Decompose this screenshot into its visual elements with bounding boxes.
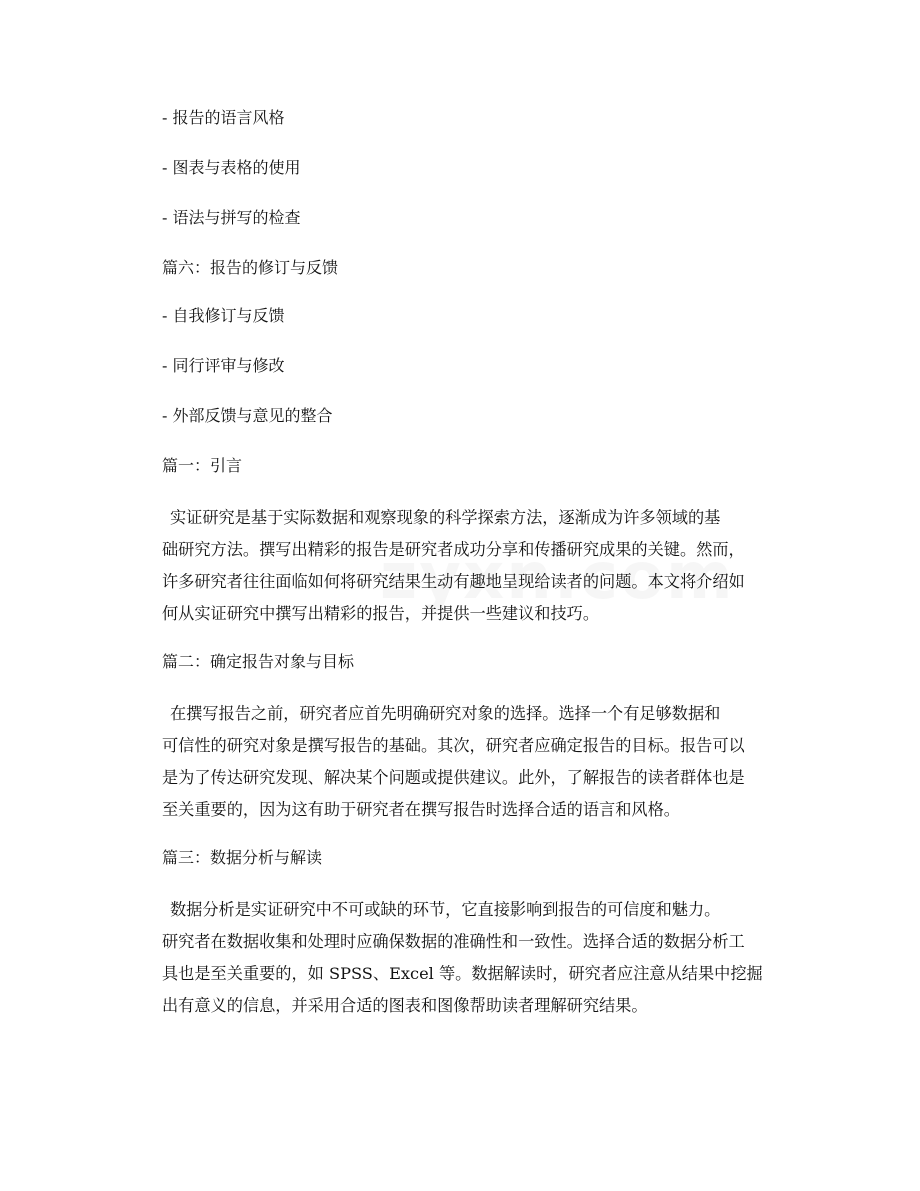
paragraph-line: 可信性的研究对象是撰写报告的基础。其次，研究者应确定报告的目标。报告可以 xyxy=(162,736,745,755)
paragraph-line: 至关重要的，因为这有助于研究者在撰写报告时选择合适的语言和风格。 xyxy=(162,800,680,819)
paragraph-line: 实证研究是基于实际数据和观察现象的科学探索方法，逐渐成为许多领域的基 xyxy=(170,508,721,527)
list-item: - 报告的语言风格 xyxy=(162,108,285,127)
list-item: - 同行评审与修改 xyxy=(162,356,285,375)
list-item: - 外部反馈与意见的整合 xyxy=(162,406,333,425)
section-heading: 篇六：报告的修订与反馈 xyxy=(162,258,339,277)
list-item: - 自我修订与反馈 xyxy=(162,306,285,325)
section-heading: 篇一：引言 xyxy=(162,456,243,475)
list-item: - 图表与表格的使用 xyxy=(162,158,301,177)
paragraph xyxy=(162,894,786,1022)
paragraph-line: 数据分析是实证研究中不可或缺的环节，它直接影响到报告的可信度和魅力。 xyxy=(170,900,721,919)
paragraph-line: 是为了传达研究发现、解决某个问题或提供建议。此外，了解报告的读者群体也是 xyxy=(162,768,745,787)
section-heading: 篇二：确定报告对象与目标 xyxy=(162,652,355,671)
document-body xyxy=(162,106,786,1042)
paragraph xyxy=(162,698,786,826)
section-heading: 篇三：数据分析与解读 xyxy=(162,848,323,867)
paragraph-line: 许多研究者往往面临如何将研究结果生动有趣地呈现给读者的问题。本文将介绍如 xyxy=(162,572,745,591)
paragraph-line: 在撰写报告之前，研究者应首先明确研究对象的选择。选择一个有足够数据和 xyxy=(170,704,721,723)
paragraph-line: 具也是至关重要的，如 SPSS、Excel 等。数据解读时，研究者应注意从结果中挖掘 xyxy=(162,964,763,983)
paragraph xyxy=(162,502,786,630)
paragraph-line: 出有意义的信息，并采用合适的图表和图像帮助读者理解研究结果。 xyxy=(162,996,648,1015)
paragraph-line: 何从实证研究中撰写出精彩的报告，并提供一些建议和技巧。 xyxy=(162,604,600,623)
list-item: - 语法与拼写的检查 xyxy=(162,208,301,227)
paragraph-line: 础研究方法。撰写出精彩的报告是研究者成功分享和传播研究成果的关键。然而， xyxy=(162,540,745,559)
paragraph-line: 研究者在数据收集和处理时应确保数据的准确性和一致性。选择合适的数据分析工 xyxy=(162,932,745,951)
